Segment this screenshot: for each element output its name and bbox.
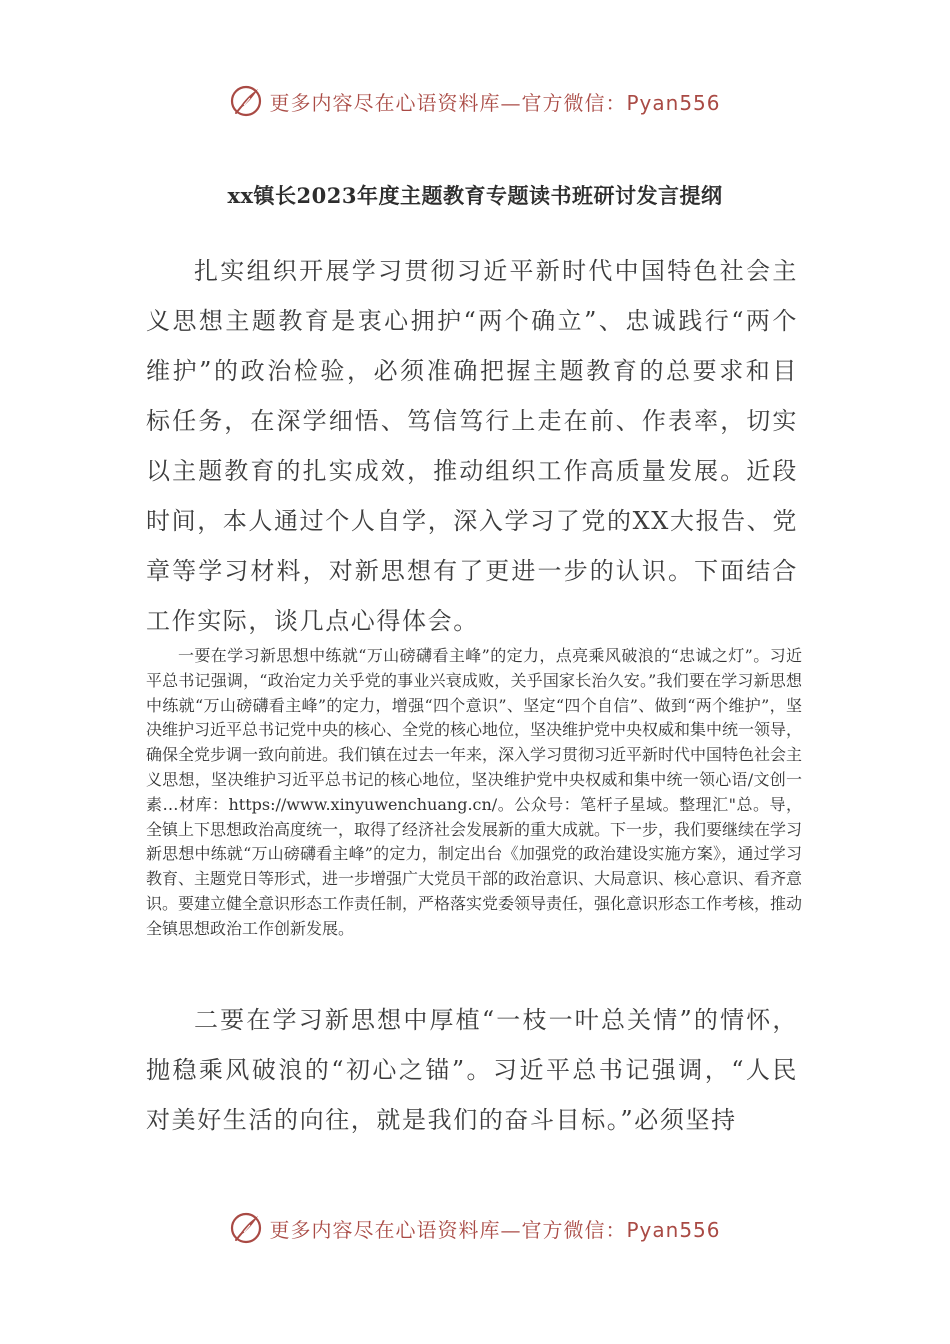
wechat-id: Pyan556 <box>626 1217 721 1242</box>
body-paragraph-point-one: 一要在学习新思想中练就“万山磅礴看主峰”的定力，点亮乘风破浪的“忠诚之灯”。习近平总书记强调，“政治定力关乎党的事业兴衰成败，关乎国家长治久安。”我们要在学习新思想中练就“万山磅礴看主峰”的定力，增强“四个意识”、坚定“四个自信”、做到“两个维护”，坚决维护习近平总书记党中央的核心、全党的核心地位，坚决维护党中央权威和集中统一领导，确保全党步调一致向前进。我们镇在过去一年来，深入学习贯彻习近平新时代中国特色社会主义思想，坚决维护习近平总书记的核心地位，坚决维护党中央权威和集中统一领心语/文创一素…材库：https://www.xinyuwenchuang.cn/。公众号：笔杆子星域。整理汇"总。导，全镇上下思想政治高度统一，取得了经济社会发展新的重大成就。下一步，我们要继续在学习新思想中练就“万山磅礴看主峰”的定力，制定出台《加强党的政治建设实施方案》，通过学习教育、主题党日等形式，进一步增强广大党员干部的政治意识、大局意识、核心意识、看齐意识。要建立健全意识形态工作责任制，严格落实党委领导责任，强化意识形态工作考核，推动全镇思想政治工作创新发展。 <box>146 646 803 938</box>
watermark-banner-top <box>0 84 950 118</box>
quill-logo-icon <box>229 84 263 118</box>
body-paragraph-intro: 扎实组织开展学习贯彻习近平新时代中国特色社会主义思想主题教育是衷心拥护“两个确立”、忠诚践行“两个维护”的政治检验，必须准确把握主题教育的总要求和目标任务，在深学细悟、笃信笃行上走在前、作表率，切实以主题教育的扎实成效，推动组织工作高质量发展。近段时间，本人通过个人自学，深入学习了党的XX大报告、党章等学习材料，对新思想有了更进一步的认识。下面结合工作实际，谈几点心得体会。 <box>146 257 798 635</box>
document-title: xx镇长2023年度主题教育专题读书班研讨发言提纲 <box>227 183 723 208</box>
watermark-text: 更多内容尽在心语资料库—官方微信：Pyan556 <box>269 90 721 115</box>
watermark-banner-bottom <box>0 1211 950 1245</box>
watermark-text: 更多内容尽在心语资料库—官方微信：Pyan556 <box>269 1217 721 1242</box>
wechat-id: Pyan556 <box>626 90 721 115</box>
body-paragraph-point-two: 二要在学习新思想中厚植“一枝一叶总关情”的情怀，抛稳乘风破浪的“初心之锚”。习近平总书记强调，“人民对美好生活的向往，就是我们的奋斗目标。”必须坚持 <box>146 1006 798 1134</box>
quill-logo-icon <box>229 1211 263 1245</box>
